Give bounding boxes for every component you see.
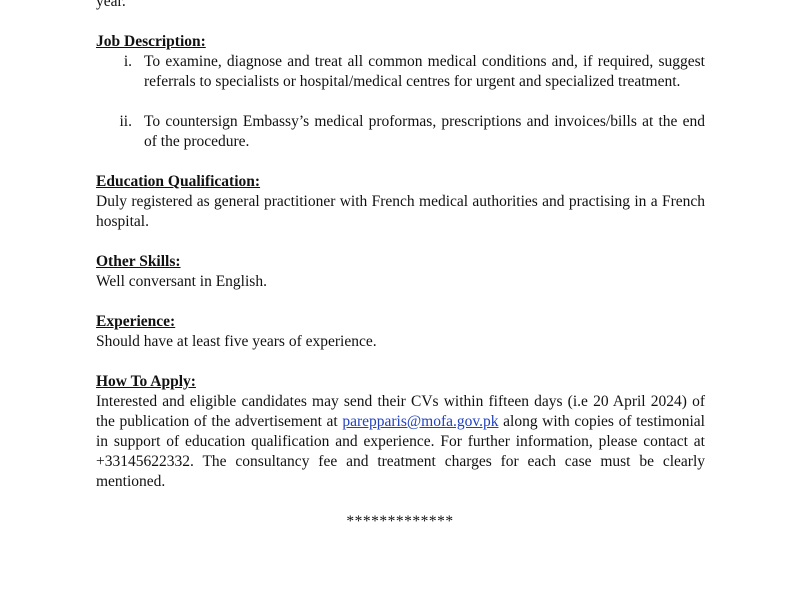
list-item-text: To examine, diagnose and treat all common medical conditions and, if required, suggest referrals to specialists or hospital/medical centres for urgent and specialized treatment. <box>144 53 705 90</box>
list-item-number: i. <box>123 53 132 70</box>
top-fragment-text: year. <box>96 0 126 10</box>
how-to-apply-text-part1: Interested and eligible candidates may send their CVs within fifteen days (i.e 20 April 2024) of the publication of the advertisement at <box>96 393 705 430</box>
job-description-heading: Job Description: <box>96 33 206 50</box>
list-item-number: ii. <box>119 113 132 130</box>
other-skills-text: Well conversant in English. <box>96 273 267 290</box>
list-item-text: To countersign Embassy’s medical proformas, prescriptions and invoices/bills at the end of the procedure. <box>144 113 705 150</box>
education-heading: Education Qualification: <box>96 173 261 190</box>
education-text: Duly registered as general practitioner with French medical authorities and practising in a French hospital. <box>96 193 705 230</box>
how-to-apply-text-part2: along with copies of testimonial in support of education qualification and experience. For further information, please contact at +33145622332. The consultancy fee and treatment charges for each case must be clearly mentioned. <box>96 413 705 490</box>
other-skills-heading: Other Skills: <box>96 253 181 270</box>
separator-asterisks: ************* <box>346 513 454 530</box>
experience-heading: Experience: <box>96 313 176 330</box>
experience-text: Should have at least five years of experience. <box>96 333 377 350</box>
email-link[interactable]: parepparis@mofa.gov.pk <box>342 413 499 430</box>
how-to-apply-heading: How To Apply: <box>96 373 196 390</box>
how-to-apply-text <box>96 392 705 492</box>
